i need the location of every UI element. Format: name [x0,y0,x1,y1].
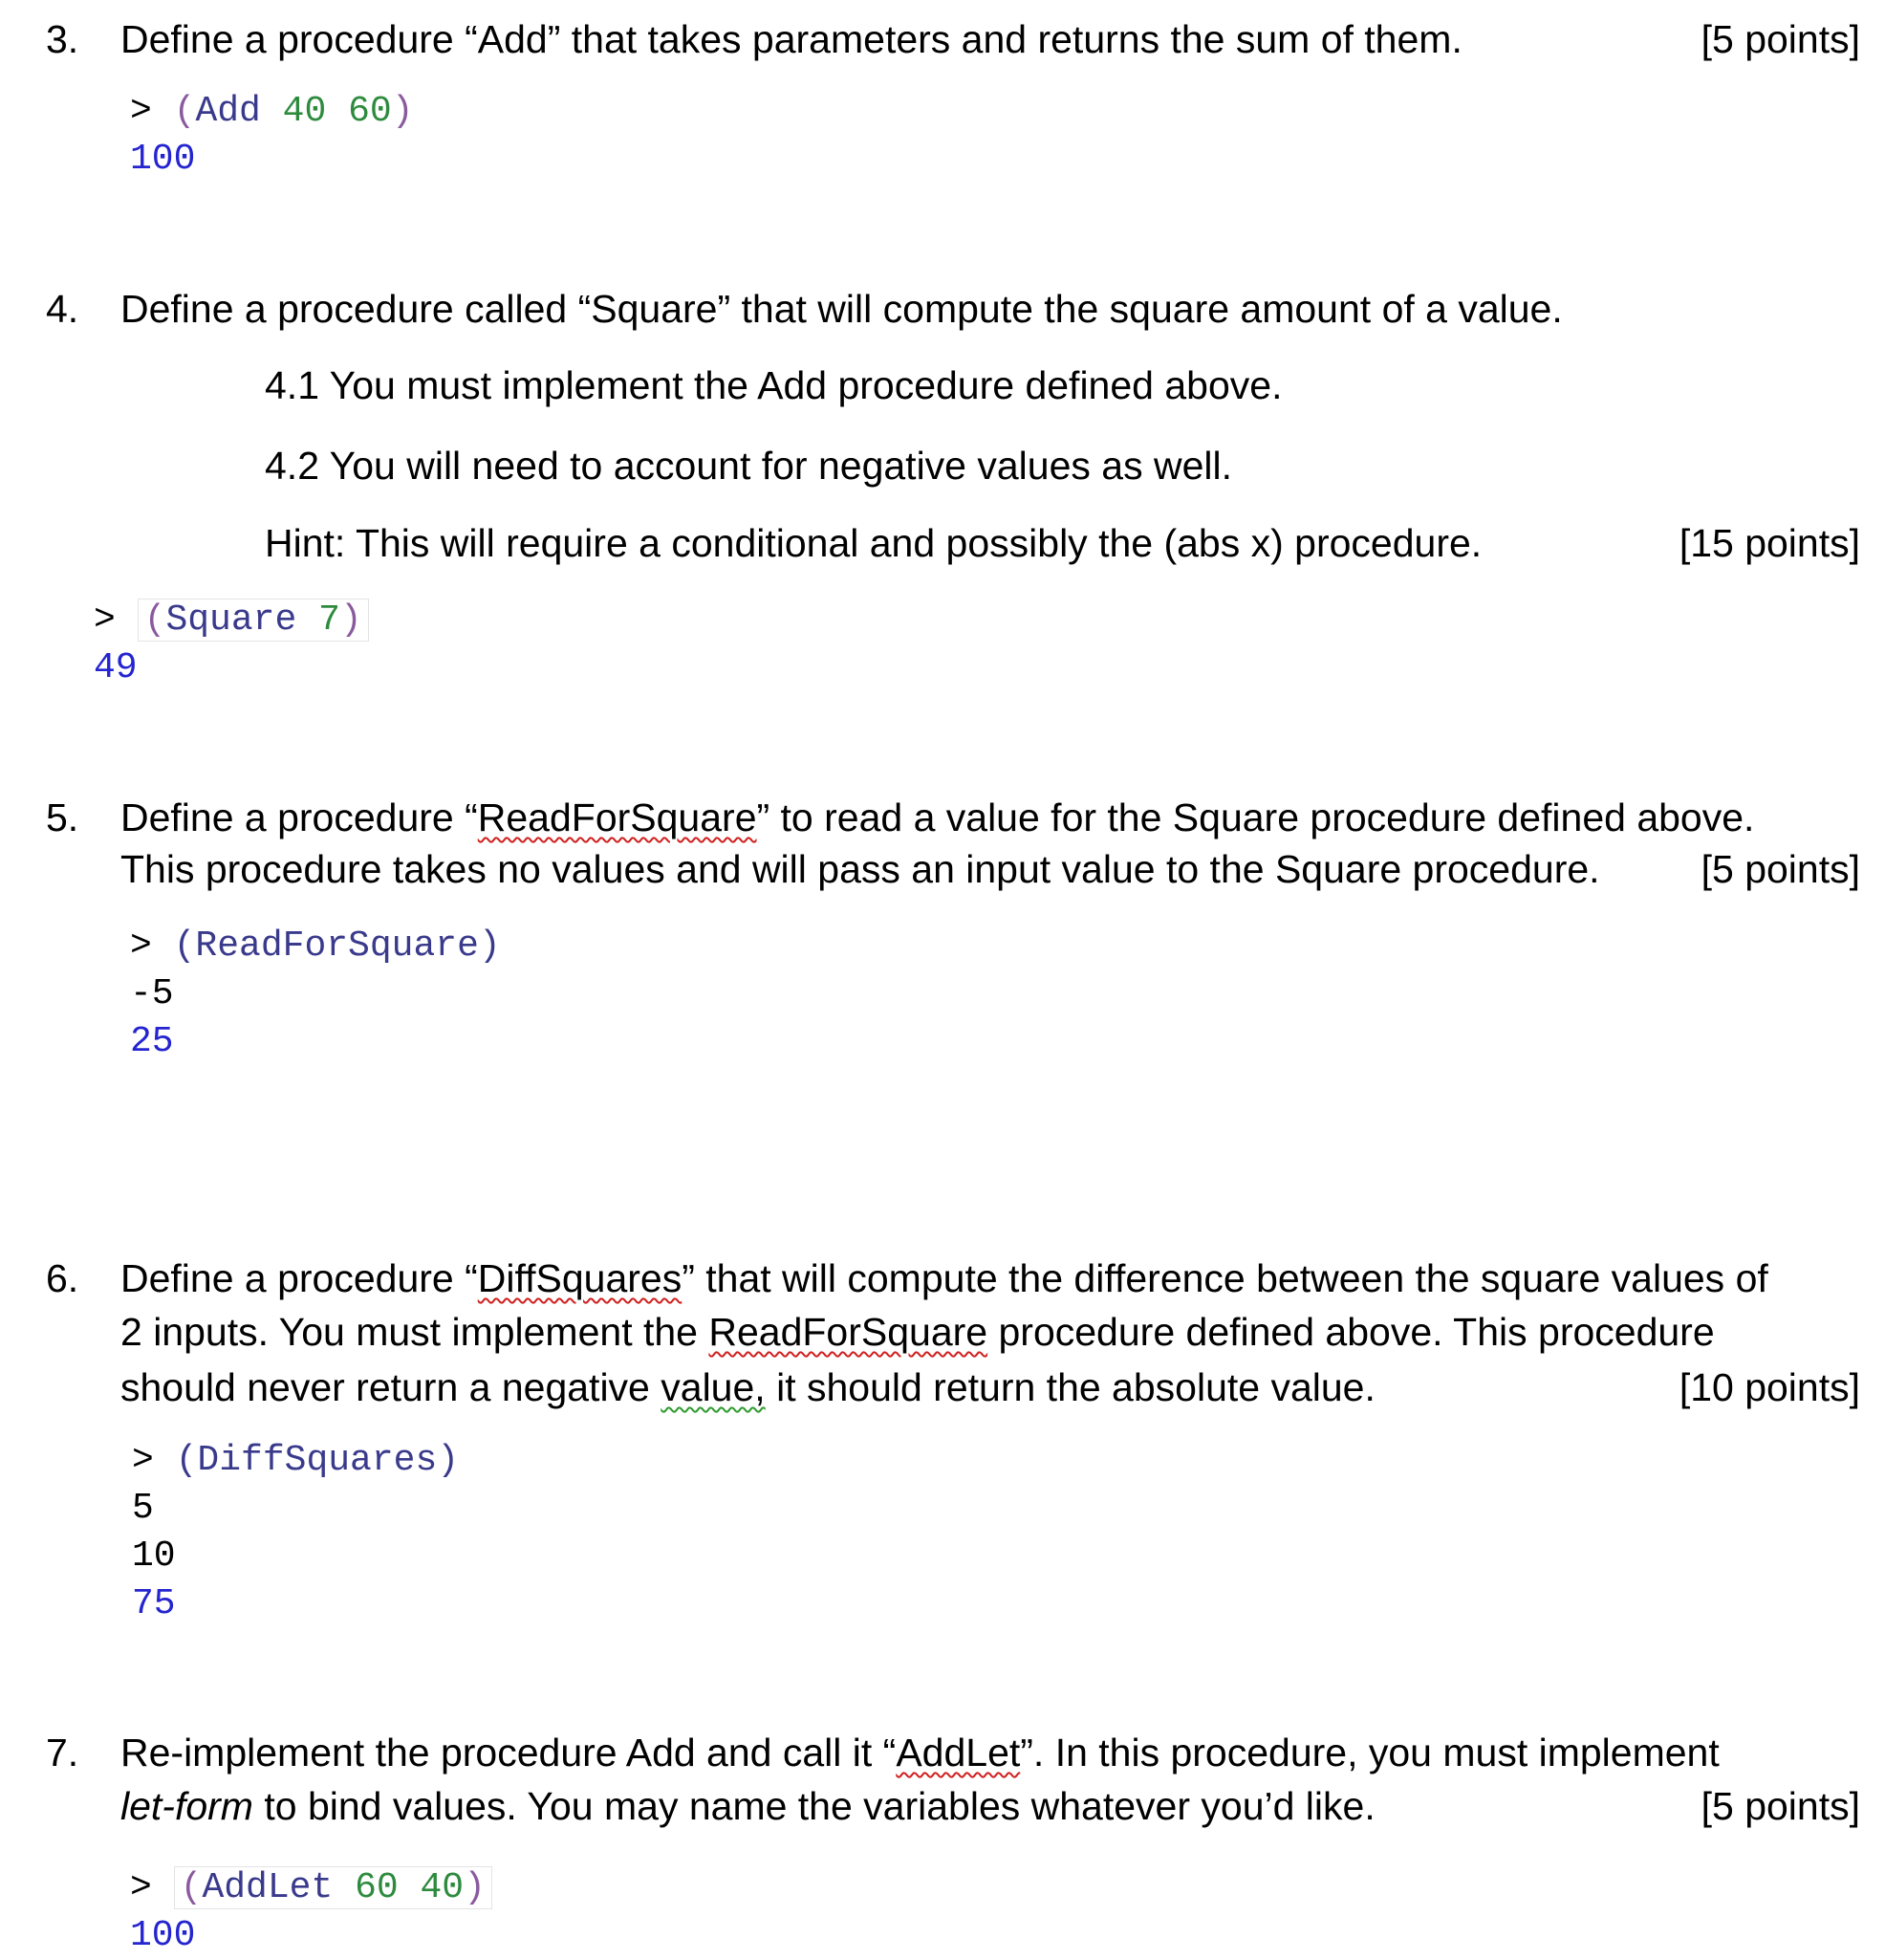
procedure-name: AddLet [202,1867,334,1908]
question-text-line-2: This procedure takes no values and will pass an input value to the Square procedure. [120,847,1600,891]
repl-prompt: > [130,1867,152,1908]
arg-1: 40 [282,91,327,132]
repl-example [130,88,414,184]
arg-2: 40 [420,1867,465,1908]
question-text-line-3: should never return a negative value, it should return the absolute value. [120,1365,1376,1409]
repl-example [132,1437,459,1628]
repl-input: 5 [132,1488,154,1529]
question-text-line-1: Define a procedure “DiffSquares” that will compute the difference between the square values of [120,1256,1768,1300]
grammar-flag: value, [661,1365,766,1409]
spellcheck-flag: DiffSquares [477,1256,682,1300]
sub-requirement-4-2: 4.2 You will need to account for negative values as well. [265,444,1232,488]
repl-output: 25 [130,1021,174,1062]
repl-output: 100 [130,1915,196,1956]
points-label: [5 points] [1701,1784,1860,1828]
spellcheck-flag: ReadForSquare [477,795,757,839]
points-label: [15 points] [1679,521,1860,565]
question-number: 4. [46,287,79,331]
paren-close: ) [339,599,362,641]
paren-open: ( [173,91,196,132]
spellcheck-flag: ReadForSquare [708,1310,988,1354]
repl-prompt: > [94,599,116,641]
arg-2: 60 [348,91,392,132]
repl-input: 10 [132,1535,176,1577]
paren-close: ) [464,1867,486,1908]
points-label: [5 points] [1701,847,1860,891]
question-text-line-1: Re-implement the procedure Add and call it “AddLet”. In this procedure, you must implement [120,1731,1720,1775]
question-number: 5. [46,795,79,839]
repl-example [94,597,369,692]
points-label: [10 points] [1679,1365,1860,1409]
question-text-line-2: 2 inputs. You must implement the ReadForSquare procedure defined above. This procedure [120,1310,1715,1354]
paren-close: ) [391,91,414,132]
spellcheck-flag: AddLet [896,1731,1021,1775]
hint-text: Hint: This will require a conditional and possibly the (abs x) procedure. [265,521,1483,565]
repl-input: -5 [130,973,174,1014]
repl-call: (DiffSquares) [175,1440,460,1481]
repl-prompt: > [130,926,152,967]
repl-prompt: > [130,91,152,132]
question-number: 7. [46,1731,79,1775]
repl-prompt: > [132,1440,154,1481]
points-label: [5 points] [1701,17,1860,61]
question-text: Define a procedure called “Square” that will compute the square amount of a value. [120,287,1563,331]
repl-example [130,923,501,1066]
repl-output: 100 [130,139,196,180]
sub-requirement-4-1: 4.1 You must implement the Add procedure defined above. [265,363,1283,407]
emphasis-term: let-form [120,1784,253,1828]
paren-open: ( [180,1867,203,1908]
question-text-line-2: let-form to bind values. You may name the variables whatever you’d like. [120,1784,1376,1828]
question-number: 3. [46,17,79,61]
repl-call: (ReadForSquare) [173,926,501,967]
repl-example [130,1864,492,1960]
repl-output: 75 [132,1583,176,1624]
arg-1: 60 [355,1867,399,1908]
repl-output: 49 [94,647,138,688]
question-text-line-1: Define a procedure “ReadForSquare” to read a value for the Square procedure defined above. [120,795,1755,839]
procedure-name: Square [165,599,297,641]
paren-open: ( [143,599,166,641]
procedure-name: Add [195,91,261,132]
question-number: 6. [46,1256,79,1300]
arg-1: 7 [318,599,340,641]
question-text: Define a procedure “Add” that takes parameters and returns the sum of them. [120,17,1462,61]
